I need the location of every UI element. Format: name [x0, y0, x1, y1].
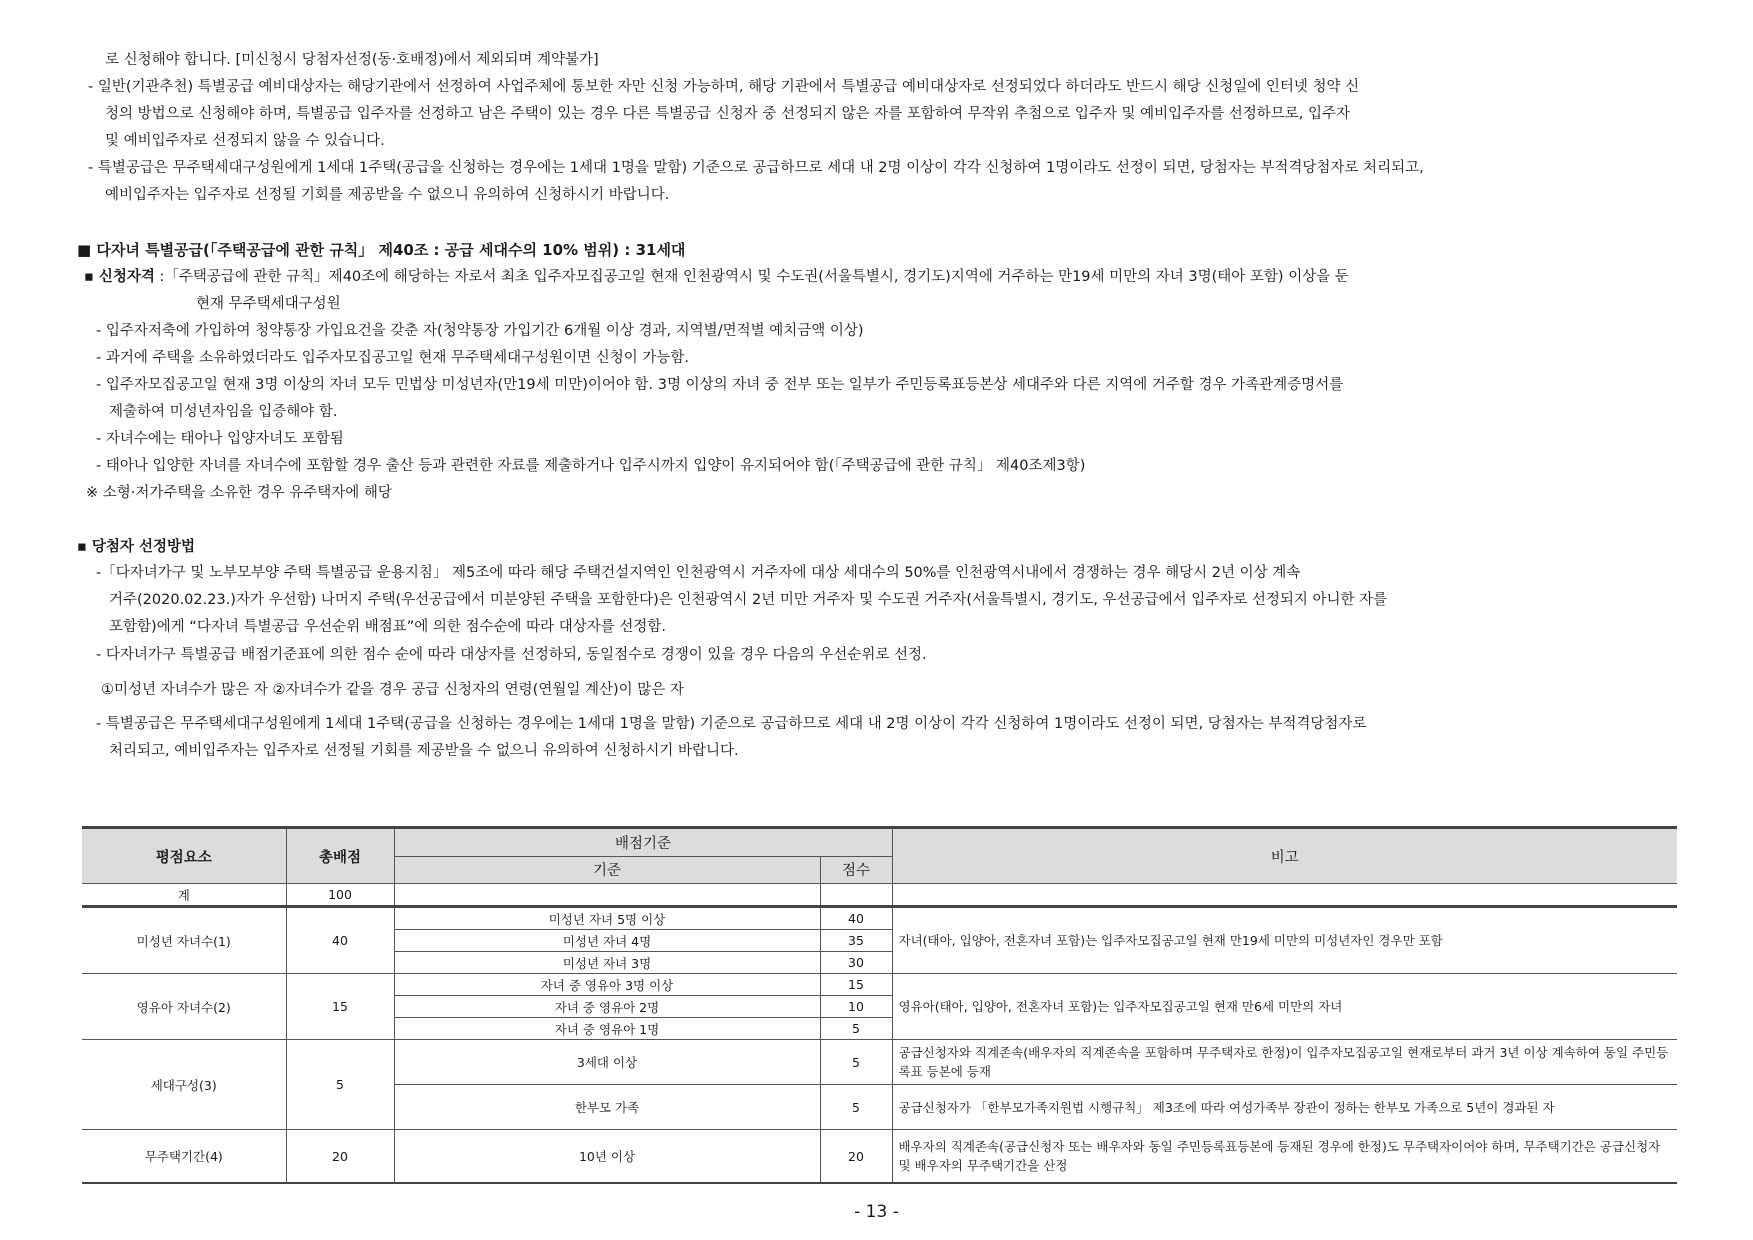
eligibility-note: ※ 소형·저가주택을 소유한 경우 유주택자에 해당 — [86, 485, 392, 501]
criteria-cell: 미성년 자녀 4명 — [394, 930, 820, 952]
remark-cell: 공급신청자가 「한부모가족지원법 시행규칙」 제3조에 따라 여성가족부 장관이 정하는 한부모 가족으로 5년이 경과된 자 — [892, 1085, 1677, 1130]
score-cell: 10 — [820, 996, 892, 1018]
eligibility-item: - 입주자모집공고일 현재 3명 이상의 자녀 모두 민법상 미성년자(만19세 미만)이어야 함. 3명 이상의 자녀 중 전부 또는 일부가 주민등록표등본상 세대주와 다른 지역에 거주할 경우 가족관계증명서를 — [96, 377, 1344, 393]
selection-line: -「다자녀가구 및 노부모부양 주택 특별공급 운용지침」 제5조에 따라 해당 주택건설지역인 인천광역시 거주자에 대상 세대수의 50%를 인천광역시내에서 경쟁하는 경우 해당시 2년 이상 계속 — [96, 565, 1301, 581]
total-cell: 15 — [286, 974, 394, 1040]
header-factor: 평점요소 — [82, 828, 286, 884]
total-points: 100 — [286, 884, 394, 907]
header-criteria-group: 배점기준 — [394, 828, 892, 857]
table-row — [82, 884, 1677, 907]
score-cell: 30 — [820, 952, 892, 974]
eligibility-line — [84, 267, 1349, 287]
total-cell: 5 — [286, 1040, 394, 1130]
eligibility-item: - 태아나 입양한 자녀를 자녀수에 포함할 경우 출산 등과 관련한 자료를 제출하거나 입주시까지 입양이 유지되어야 함(「주택공급에 관한 규칙」 제40조제3항) — [96, 458, 1086, 474]
remark-cell: 배우자의 직계존속(공급신청자 또는 배우자와 동일 주민등록표등본에 등재된 경우에 한정)도 무주택자이어야 하며, 무주택기간은 공급신청자 및 배우자의 무주택기간을 산정 — [892, 1130, 1677, 1184]
score-cell: 5 — [820, 1040, 892, 1085]
text-line: 로 신청해야 합니다. [미신청시 당첨자선정(동·호배정)에서 제외되며 계약불가] — [105, 52, 599, 68]
score-cell: 20 — [820, 1130, 892, 1184]
total-label: 계 — [82, 884, 286, 907]
selection-title: ▪ 당첨자 선정방법 — [77, 539, 195, 555]
criteria-cell: 미성년 자녀 3명 — [394, 952, 820, 974]
selection-line: 처리되고, 예비입주자는 입주자로 선정될 기회를 제공받을 수 없으니 유의하여 신청하시기 바랍니다. — [109, 743, 739, 759]
factor-cell: 영유아 자녀수(2) — [82, 974, 286, 1040]
table-row — [82, 1130, 1677, 1184]
eligibility-label: ▪ 신청자격 — [84, 269, 155, 285]
selection-line: - 다자녀가구 특별공급 배점기준표에 의한 점수 순에 따라 대상자를 선정하되, 동일점수로 경쟁이 있을 경우 다음의 우선순위로 선정. — [96, 647, 927, 663]
table-row — [82, 974, 1677, 996]
text-line: - 특별공급은 무주택세대구성원에게 1세대 1주택(공급을 신청하는 경우에는 1세대 1명을 말함) 기준으로 공급하므로 세대 내 2명 이상이 각각 신청하여 1명이라도 선정이 되면, 당첨자는 부적격당첨자로 처리되고, — [88, 160, 1424, 176]
section-title: ■ 다자녀 특별공급(「주택공급에 관한 규칙」 제40조 : 공급 세대수의 10% 범위) : 31세대 — [77, 241, 686, 259]
criteria-cell: 3세대 이상 — [394, 1040, 820, 1085]
score-cell: 15 — [820, 974, 892, 996]
factor-cell: 무주택기간(4) — [82, 1130, 286, 1184]
page-number: - 13 - — [854, 1202, 899, 1222]
text-line: 청의 방법으로 신청해야 하며, 특별공급 입주자를 선정하고 남은 주택이 있는 경우 다른 특별공급 신청자 중 선정되지 않은 자를 포함하여 무작위 추첨으로 입주자 및 예비입주자를 선정하므로, 입주자 — [105, 106, 1350, 122]
table-row — [82, 907, 1677, 930]
selection-line: 포함함)에게 “다자녀 특별공급 우선순위 배점표”에 의한 점수순에 따라 대상자를 선정함. — [109, 619, 667, 635]
header-score: 점수 — [820, 856, 892, 884]
total-cell: 20 — [286, 1130, 394, 1184]
remark-cell: 자녀(태아, 입양아, 전혼자녀 포함)는 입주자모집공고일 현재 만19세 미만의 미성년자인 경우만 포함 — [892, 907, 1677, 974]
criteria-cell: 한부모 가족 — [394, 1085, 820, 1130]
selection-line: 거주(2020.02.23.)자가 우선함) 나머지 주택(우선공급에서 미분양된 주택을 포함한다)은 인천광역시 2년 미만 거주자 및 수도권 거주자(서울특별시, 경기도, 우선공급에서 입주자로 선정되지 아니한 자를 — [109, 592, 1388, 608]
eligibility-item: 제출하여 미성년자임을 입증해야 함. — [109, 404, 338, 420]
criteria-cell: 10년 이상 — [394, 1130, 820, 1184]
criteria-cell: 미성년 자녀 5명 이상 — [394, 907, 820, 930]
criteria-cell: 자녀 중 영유아 3명 이상 — [394, 974, 820, 996]
header-total: 총배점 — [286, 828, 394, 884]
remark-cell: 영유아(태아, 입양아, 전혼자녀 포함)는 입주자모집공고일 현재 만6세 미만의 자녀 — [892, 974, 1677, 1040]
criteria-cell: 자녀 중 영유아 1명 — [394, 1018, 820, 1040]
score-cell: 5 — [820, 1085, 892, 1130]
score-cell: 5 — [820, 1018, 892, 1040]
table-row — [82, 1040, 1677, 1085]
total-cell: 40 — [286, 907, 394, 974]
remark-cell: 공급신청자와 직계존속(배우자의 직계존속을 포함하며 무주택자로 한정)이 입주자모집공고일 현재로부터 과거 3년 이상 계속하여 동일 주민등록표 등본에 등재 — [892, 1040, 1677, 1085]
score-cell: 35 — [820, 930, 892, 952]
eligibility-item: - 입주자저축에 가입하여 청약통장 가입요건을 갖춘 자(청약통장 가입기간 6개월 이상 경과, 지역별/면적별 예치금액 이상) — [96, 323, 864, 339]
factor-cell: 세대구성(3) — [82, 1040, 286, 1130]
text-line: - 일반(기관추천) 특별공급 예비대상자는 해당기관에서 선정하여 사업주체에 통보한 자만 신청 가능하며, 해당 기관에서 특별공급 예비대상자로 선정되었다 하더라도 반드시 해당 신청일에 인터넷 청약 신 — [88, 79, 1360, 95]
text-line: 예비입주자는 입주자로 선정될 기회를 제공받을 수 없으니 유의하여 신청하시기 바랍니다. — [105, 187, 670, 203]
text-line: 및 예비입주자로 선정되지 않을 수 있습니다. — [105, 133, 385, 149]
factor-cell: 미성년 자녀수(1) — [82, 907, 286, 974]
eligibility-text: :「주택공급에 관한 규칙」제40조에 해당하는 자로서 최초 입주자모집공고일 현재 인천광역시 및 수도권(서울특별시, 경기도)지역에 거주하는 만19세 미만의 자녀 3명(태아 포함) 이상을 둔 — [154, 269, 1349, 285]
score-cell: 40 — [820, 907, 892, 930]
header-criteria: 기준 — [394, 856, 820, 884]
selection-line: - 특별공급은 무주택세대구성원에게 1세대 1주택(공급을 신청하는 경우에는 1세대 1명을 말함) 기준으로 공급하므로 세대 내 2명 이상이 각각 신청하여 1명이라도 선정이 되면, 당첨자는 부적격당첨자로 — [96, 716, 1367, 732]
scoring-table — [82, 826, 1677, 1184]
header-remark: 비고 — [892, 828, 1677, 884]
eligibility-item: - 과거에 주택을 소유하였더라도 입주자모집공고일 현재 무주택세대구성원이면 신청이 가능함. — [96, 350, 689, 366]
eligibility-item: - 자녀수에는 태아나 입양자녀도 포함됨 — [96, 431, 344, 447]
eligibility-text-cont: 현재 무주택세대구성원 — [196, 296, 341, 312]
selection-line: ①미성년 자녀수가 많은 자 ②자녀수가 같을 경우 공급 신청자의 연령(연월일 계산)이 많은 자 — [101, 682, 684, 698]
criteria-cell: 자녀 중 영유아 2명 — [394, 996, 820, 1018]
